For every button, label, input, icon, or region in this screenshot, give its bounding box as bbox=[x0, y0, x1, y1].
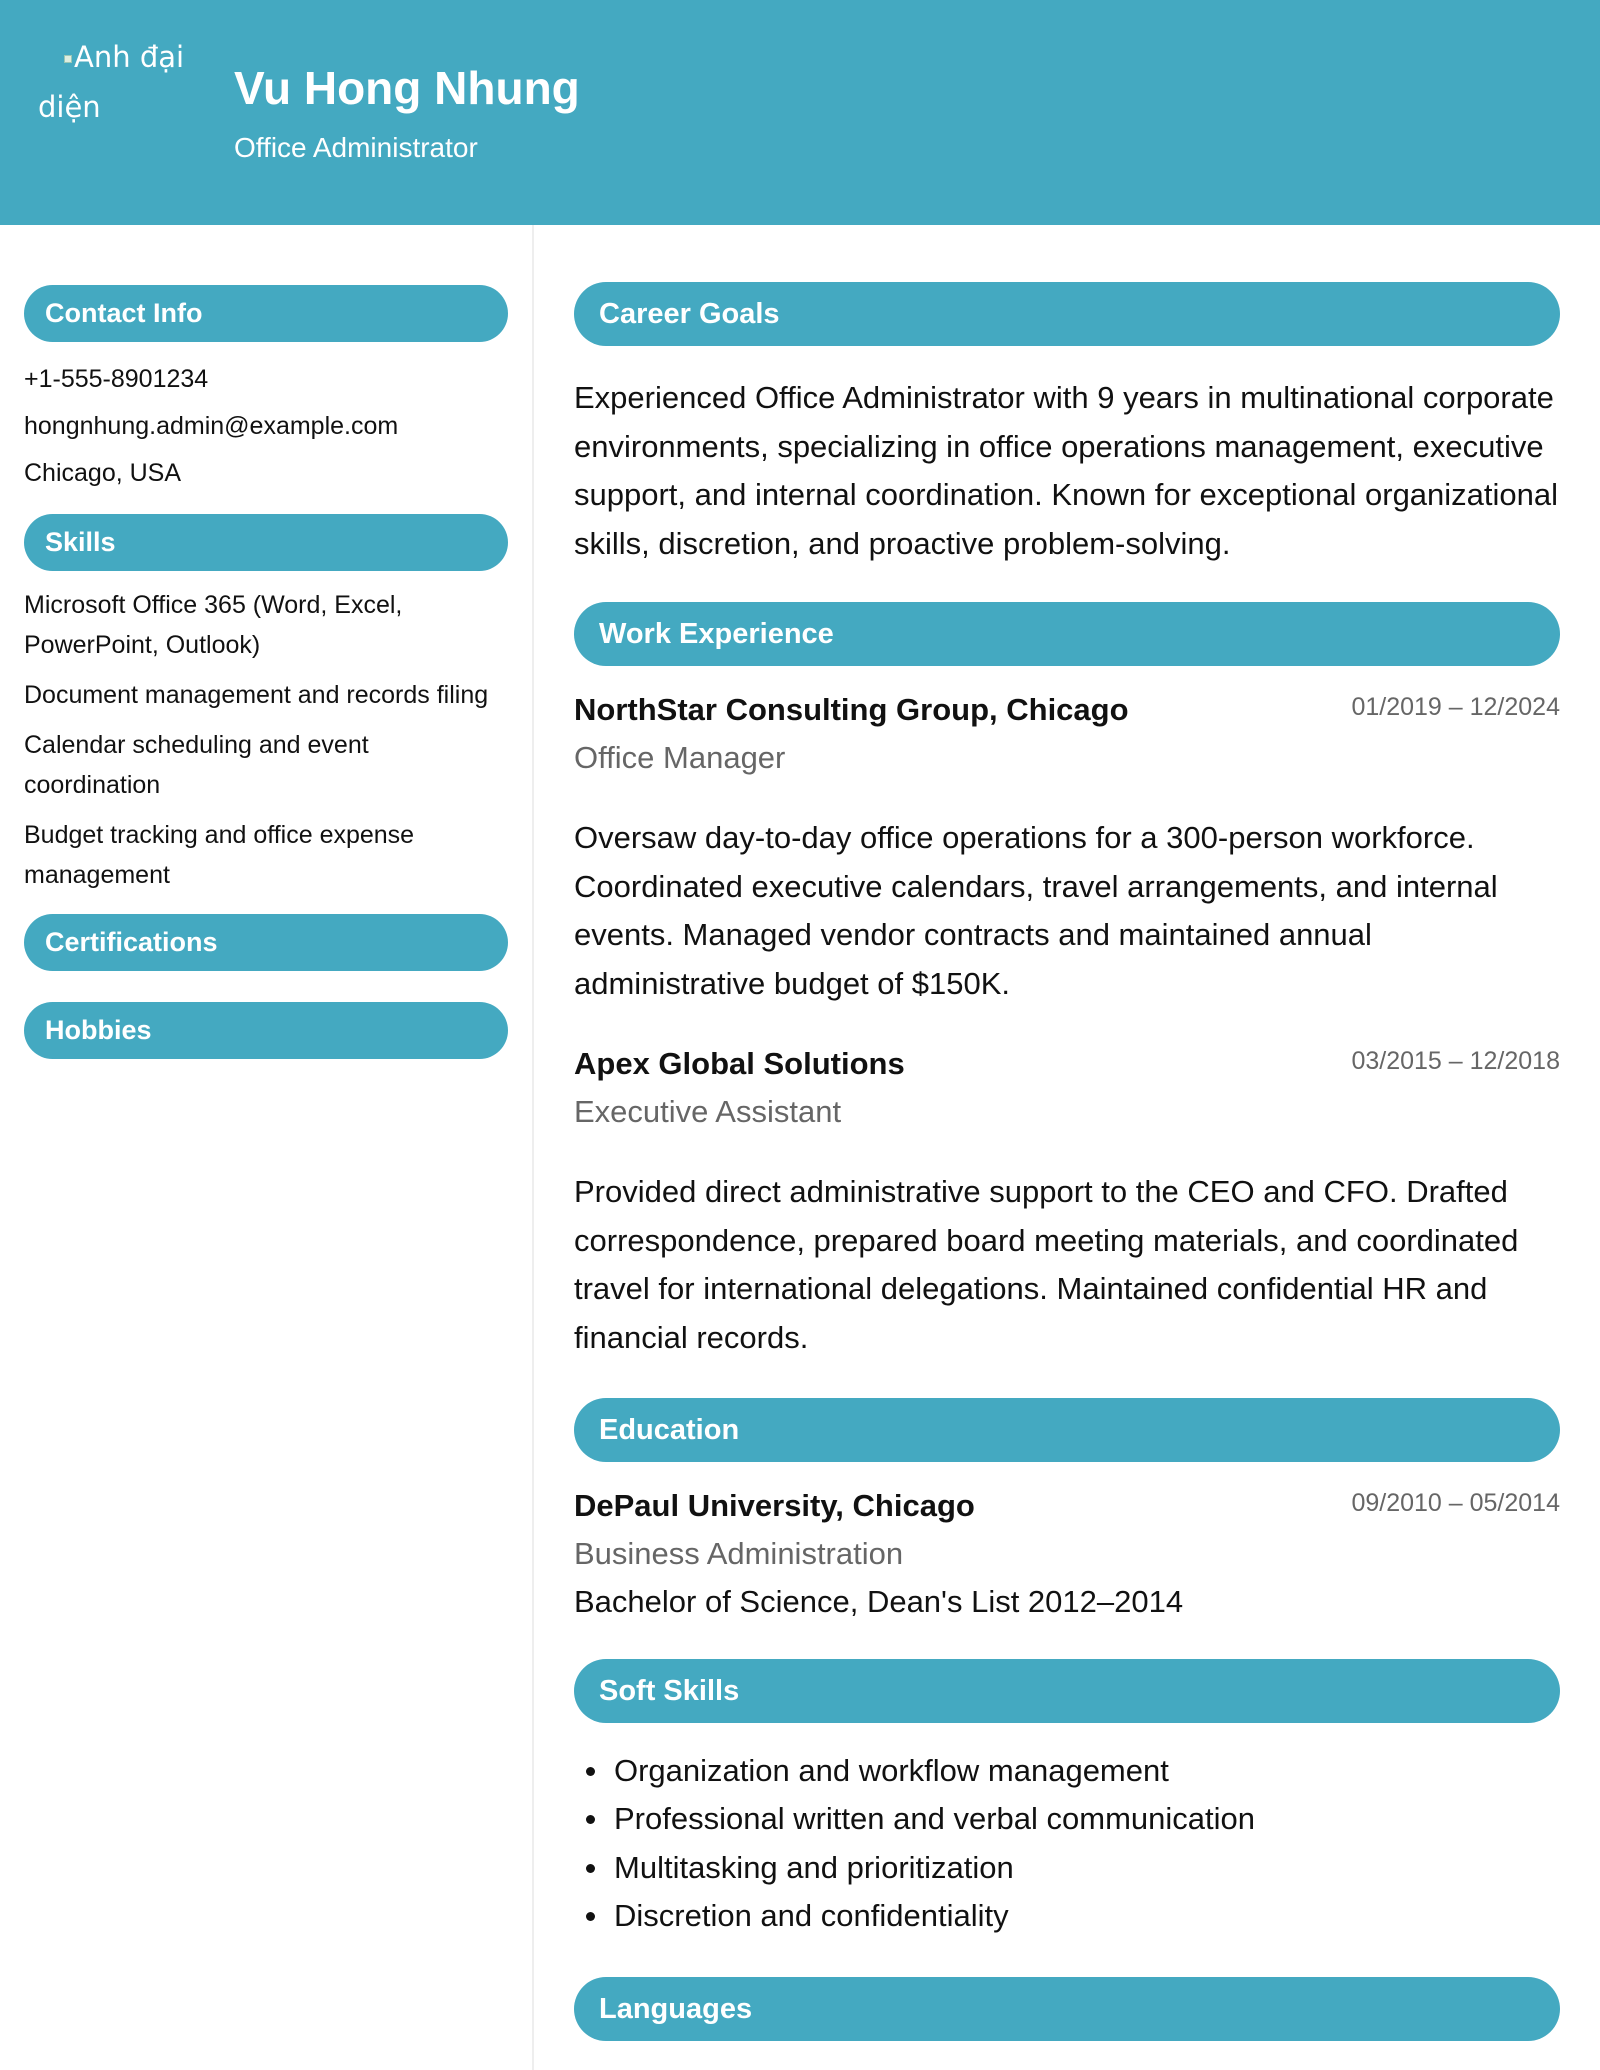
skill-item: Calendar scheduling and event coordination bbox=[24, 731, 369, 799]
resume-header bbox=[0, 0, 1600, 225]
job-entry bbox=[574, 686, 1560, 1008]
job-dates: 03/2015 – 12/2018 bbox=[1351, 1047, 1560, 1075]
work-experience-heading: Work Experience bbox=[574, 602, 1560, 666]
contact-info-heading: Contact Info bbox=[24, 285, 508, 342]
education-heading: Education bbox=[574, 1398, 1560, 1462]
candidate-name: Vu Hong Nhung bbox=[234, 62, 580, 114]
education-school: DePaul University, Chicago bbox=[574, 1488, 975, 1523]
contact-location: Chicago, USA bbox=[24, 459, 182, 487]
career-goals-text: Experienced Office Administrator with 9 years in multinational corporate environments, specializing in office operations management, executive support, and internal coordination. Known for exceptional organizational skills, discretion, and proactive problem-solving. bbox=[574, 380, 1559, 561]
contact-info bbox=[24, 356, 508, 497]
certifications-heading: Certifications bbox=[24, 914, 508, 971]
skills-list bbox=[24, 585, 508, 895]
job-description: Oversaw day-to-day office operations for a 300-person workforce. Coordinated executive calendars, travel arrangements, and internal events. Managed vendor contracts and maintained annual administrative budget of $150K. bbox=[574, 820, 1498, 1001]
education-major: Business Administration bbox=[574, 1536, 904, 1571]
avatar-alt-line2: diện bbox=[38, 90, 101, 124]
soft-skill-item: Professional written and verbal communication bbox=[614, 1795, 1560, 1844]
skills-heading: Skills bbox=[24, 514, 508, 571]
soft-skills-list bbox=[574, 1747, 1560, 1941]
contact-email: hongnhung.admin@example.com bbox=[24, 412, 399, 440]
education-entry bbox=[574, 1482, 1560, 1627]
avatar-alt-line1: Anh đại bbox=[74, 40, 185, 74]
job-entry bbox=[574, 1040, 1560, 1362]
job-role: Executive Assistant bbox=[574, 1094, 842, 1129]
job-company: Apex Global Solutions bbox=[574, 1046, 905, 1081]
career-goals-heading: Career Goals bbox=[574, 282, 1560, 346]
skill-item: Budget tracking and office expense management bbox=[24, 821, 415, 889]
contact-phone: +1-555-8901234 bbox=[24, 365, 209, 393]
hobbies-heading: Hobbies bbox=[24, 1002, 508, 1059]
languages-heading: Languages bbox=[574, 1977, 1560, 2041]
education-degree: Bachelor of Science, Dean's List 2012–2014 bbox=[574, 1584, 1184, 1619]
avatar bbox=[38, 32, 188, 132]
soft-skills-heading: Soft Skills bbox=[574, 1659, 1560, 1723]
soft-skill-item: Multitasking and prioritization bbox=[614, 1844, 1560, 1893]
education-dates: 09/2010 – 05/2014 bbox=[1351, 1489, 1560, 1517]
soft-skill-item: Discretion and confidentiality bbox=[614, 1892, 1560, 1941]
job-role: Office Manager bbox=[574, 740, 786, 775]
skill-item: Document management and records filing bbox=[24, 681, 489, 709]
broken-image-icon bbox=[64, 55, 72, 63]
column-divider bbox=[532, 225, 534, 2070]
job-dates: 01/2019 – 12/2024 bbox=[1351, 693, 1560, 721]
main-column bbox=[574, 282, 1560, 2041]
sidebar bbox=[24, 285, 508, 1073]
skill-item: Microsoft Office 365 (Word, Excel, PowerPoint, Outlook) bbox=[24, 591, 403, 659]
job-description: Provided direct administrative support to the CEO and CFO. Drafted correspondence, prepared board meeting materials, and coordinated travel for international delegations. Maintained confidential HR and financial records. bbox=[574, 1174, 1519, 1355]
soft-skill-item: Organization and workflow management bbox=[614, 1747, 1560, 1796]
job-company: NorthStar Consulting Group, Chicago bbox=[574, 692, 1129, 727]
candidate-title: Office Administrator bbox=[234, 132, 478, 163]
